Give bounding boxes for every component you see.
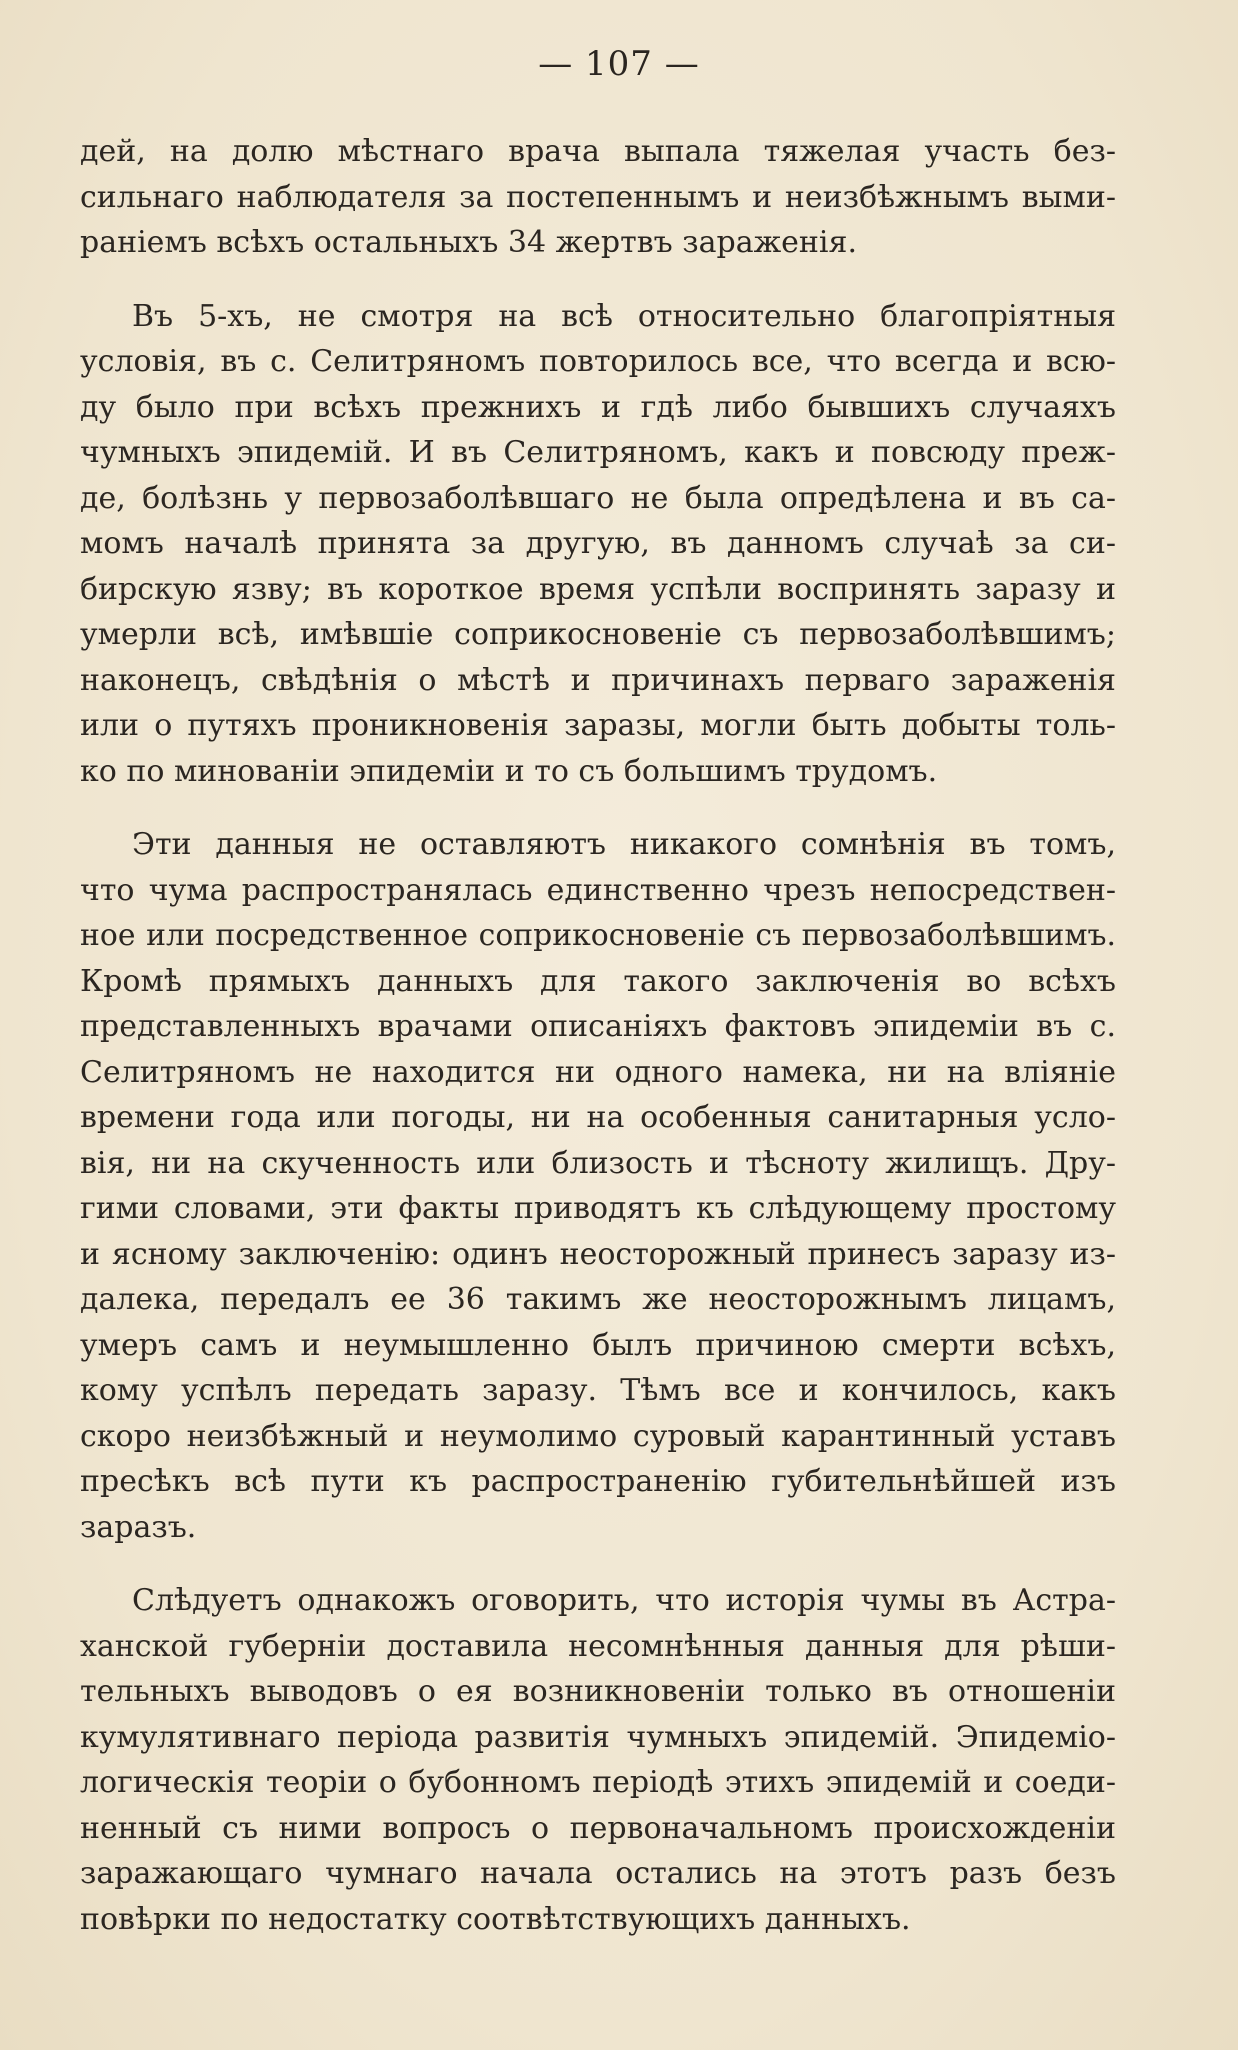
text-line: и ясному заключенію: одинъ неосторожный принесъ заразу из-: [80, 1236, 1116, 1272]
text-line: заразъ.: [80, 1509, 197, 1545]
text-line: логическія теоріи о бубонномъ періодѣ этихъ эпидемій и соеди-: [80, 1765, 1116, 1800]
text-line: бирскую язву; въ короткое время успѣли воспринять заразу и: [80, 571, 1116, 607]
text-line: Слѣдуетъ однакожъ оговорить, что исторія чумы въ Астра-: [132, 1583, 1116, 1618]
text-line: Селитряномъ не находится ни одного намека, ни на вліяніе: [80, 1054, 1116, 1090]
paragraph: [80, 129, 1116, 266]
paragraph: [80, 822, 1116, 1550]
paragraph: [80, 294, 1116, 795]
text-line: что чума распространялась единственно чрезъ непосредствен-: [80, 872, 1116, 908]
text-line: Эти данныя не оставляютъ никакого сомнѣнія въ томъ,: [132, 827, 1116, 862]
text-line: раніемъ всѣхъ остальныхъ 34 жертвъ зараженія.: [80, 225, 857, 260]
text-line: ханской губерніи доставила несомнѣнныя данныя для рѣши-: [80, 1628, 1116, 1664]
text-line: или о путяхъ проникновенія заразы, могли быть добыты толь-: [80, 708, 1116, 743]
text-line: сильнаго наблюдателя за постепеннымъ и неизбѣжнымъ выми-: [80, 179, 1116, 215]
text-line: чумныхъ эпидемій. И въ Селитряномъ, какъ и повсюду преж-: [80, 435, 1116, 470]
page-number: — 107 —: [538, 44, 700, 84]
text-line: пресѣкъ всѣ пути къ распространенію губительнѣйшей изъ: [80, 1464, 1116, 1499]
text-line: наконецъ, свѣдѣнія о мѣстѣ и причинахъ перваго зараженія: [80, 662, 1116, 698]
text-line: дей, на долю мѣстнаго врача выпала тяжелая участь без-: [80, 134, 1116, 169]
text-line: вія, ни на скученность или близость и тѣсноту жилищъ. Дру-: [80, 1145, 1116, 1181]
text-line: повѣрки по недостатку соотвѣтствующихъ данныхъ.: [80, 1901, 911, 1937]
text-line: представленныхъ врачами описаніяхъ фактовъ эпидеміи въ с.: [80, 1009, 1116, 1044]
text-line: гими словами, эти факты приводятъ къ слѣдующему простому: [80, 1191, 1116, 1226]
text-line: кому успѣлъ передать заразу. Тѣмъ все и кончилось, какъ: [80, 1373, 1116, 1408]
text-line: ненный съ ними вопросъ о первоначальномъ происхожденіи: [80, 1810, 1116, 1846]
text-line: скоро неизбѣжный и неумолимо суровый карантинный уставъ: [80, 1418, 1116, 1454]
text-line: далека, передалъ ее 36 такимъ же неосторожнымъ лицамъ,: [80, 1282, 1116, 1317]
paragraph: [80, 1578, 1116, 1942]
text-line: времени года или погоды, ни на особенныя санитарныя усло-: [80, 1100, 1116, 1135]
text-line: умерли всѣ, имѣвшіе соприкосновеніе съ первозаболѣвшимъ;: [80, 617, 1116, 652]
text-line: де, болѣзнь у первозаболѣвшаго не была опредѣлена и въ са-: [80, 480, 1116, 516]
text-line: кумулятивнаго періода развитія чумныхъ эпидемій. Эпидеміо-: [80, 1719, 1116, 1755]
body-text: [80, 129, 1116, 1942]
text-line: умеръ самъ и неумышленно былъ причиною смерти всѣхъ,: [80, 1327, 1116, 1363]
text-line: момъ началѣ принята за другую, въ данномъ случаѣ за си-: [80, 526, 1116, 561]
text-line: условія, въ с. Селитряномъ повторилось все, что всегда и всю-: [80, 344, 1116, 379]
text-line: ко по минованіи эпидеміи и то съ большимъ трудомъ.: [80, 753, 938, 789]
text-line: ное или посредственное соприкосновеніе съ первозаболѣвшимъ.: [80, 918, 1116, 953]
text-line: тельныхъ выводовъ о ея возникновеніи только въ отношеніи: [80, 1674, 1116, 1709]
text-line: ду было при всѣхъ прежнихъ и гдѣ либо бывшихъ случаяхъ: [80, 389, 1116, 425]
text-line: Кромѣ прямыхъ данныхъ для такого заключенія во всѣхъ: [80, 963, 1116, 999]
text-line: заражающаго чумнаго начала остались на этотъ разъ безъ: [80, 1856, 1116, 1891]
text-line: Въ 5-хъ, не смотря на всѣ относительно благопріятныя: [132, 298, 1116, 334]
